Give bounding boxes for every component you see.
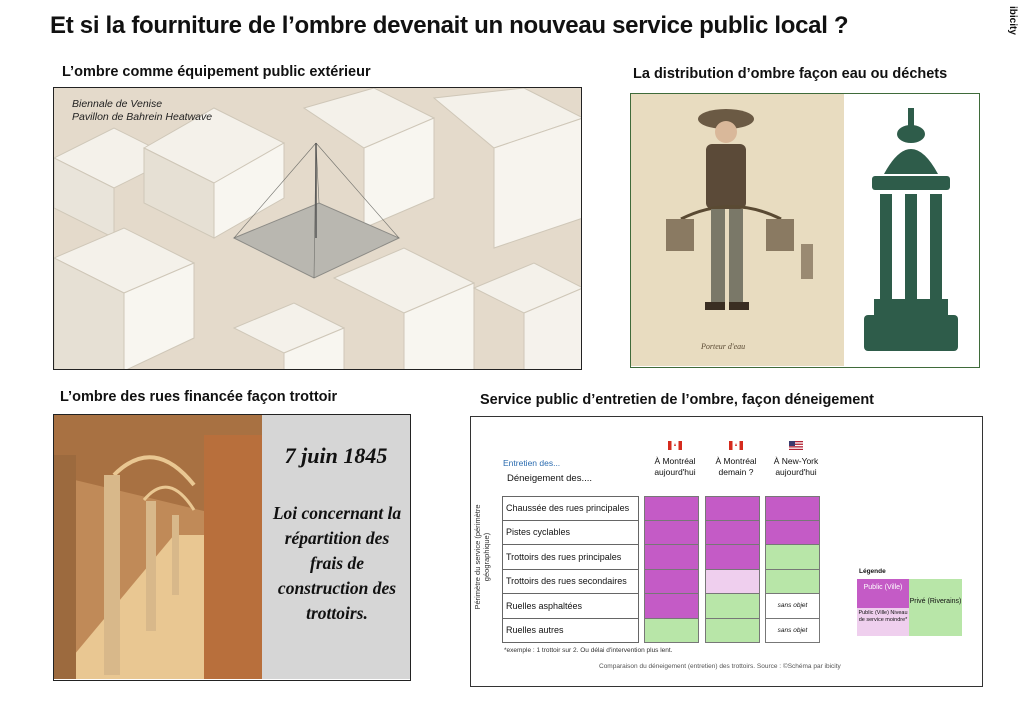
page-title: Et si la fourniture de l’ombre devenait un nouveau service public local ? xyxy=(50,12,849,39)
caption-line-2: Pavillon de Bahrein Heatwave xyxy=(72,111,213,123)
grid-cell-priv xyxy=(705,594,760,619)
heatwave-pavilion-image xyxy=(53,87,582,370)
grid-cell-pub xyxy=(765,521,820,546)
brand-label: ibicity xyxy=(1007,6,1018,35)
legend-title: Légende xyxy=(859,568,886,575)
legend-mixed: Public (Ville) Niveau de service moindre* xyxy=(857,608,909,636)
law-description: Loi concernant la répartition des frais de construction des trottoirs. xyxy=(272,503,402,623)
legend-private: Privé (Riverains) xyxy=(909,579,962,636)
canada-flag-icon xyxy=(729,441,743,450)
grid-cell-priv xyxy=(765,570,820,595)
column-label: À New-York aujourd'hui xyxy=(773,456,819,477)
column-header-newyork-today xyxy=(765,441,827,478)
grid-cell-na: sans objet xyxy=(765,619,820,644)
grid-cell-pub xyxy=(644,570,699,595)
grid-cell-priv xyxy=(765,545,820,570)
grid-cell-na: sans objet xyxy=(765,594,820,619)
table-source: Comparaison du déneigement (entretien) des trottoirs. Source : ©Schéma par ibicity xyxy=(599,663,841,670)
service-perimeter-label: Périmètre du service (périmètre géographique) xyxy=(473,504,491,610)
engraving-script: Porteur d'eau xyxy=(701,342,746,351)
column-header-montreal-tomorrow xyxy=(705,441,767,478)
column-header-montreal-today xyxy=(644,441,706,478)
column-label: À Montréal aujourd'hui xyxy=(654,456,696,477)
grid-cell-mix xyxy=(705,570,760,595)
grid-column xyxy=(644,496,699,643)
legend-public: Public (Ville) xyxy=(857,579,909,608)
arcade-photo xyxy=(54,415,262,679)
section-title-outdoor-equipment: L’ombre comme équipement public extérieur xyxy=(62,64,371,80)
row-label-bike-paths: Pistes cyclables xyxy=(502,521,639,546)
law-text-box xyxy=(262,415,410,679)
caption-line-1: Biennale de Venise xyxy=(72,98,163,110)
grid-cell-priv xyxy=(644,619,699,644)
grid-cell-pub xyxy=(644,521,699,546)
section-title-street-financing: L’ombre des rues financée façon trottoir xyxy=(60,389,338,405)
row-label-main-roads: Chaussée des rues principales xyxy=(502,496,639,521)
grid-column xyxy=(705,496,760,643)
grid-cell-pub xyxy=(765,496,820,521)
isometric-city-illustration xyxy=(54,88,582,370)
grid-cell-pub xyxy=(705,545,760,570)
maintenance-label: Entretien des... xyxy=(503,458,561,468)
column-label: À Montréal demain ? xyxy=(715,456,757,477)
row-labels xyxy=(502,496,639,643)
grid-cell-pub xyxy=(644,594,699,619)
snow-removal-label: Déneigement des.... xyxy=(507,473,593,484)
image-caption xyxy=(72,98,212,124)
row-label-other-alleys: Ruelles autres xyxy=(502,619,639,644)
canada-flag-icon xyxy=(668,441,682,450)
table-footnote: *exemple : 1 trottoir sur 2. Ou délai d'intervention plus lent. xyxy=(504,647,673,654)
law-date: 7 juin 1845 xyxy=(284,443,388,468)
grid-cell-pub xyxy=(705,521,760,546)
sidewalk-law-panel xyxy=(53,414,411,681)
grid-cell-priv xyxy=(705,619,760,644)
wallace-fountain-illustration xyxy=(844,94,978,366)
row-label-paved-alleys: Ruelles asphaltées xyxy=(502,594,639,619)
grid-cell-pub xyxy=(644,496,699,521)
grid-cell-pub xyxy=(705,496,760,521)
grid-column xyxy=(765,496,820,643)
distribution-images xyxy=(630,93,980,368)
grid-cell-pub xyxy=(644,545,699,570)
row-label-secondary-sidewalks: Trottoirs des rues secondaires xyxy=(502,570,639,595)
section-title-maintenance: Service public d’entretien de l’ombre, façon déneigement xyxy=(480,392,875,408)
usa-flag-icon xyxy=(789,441,803,450)
row-label-main-sidewalks: Trottoirs des rues principales xyxy=(502,545,639,570)
snow-removal-comparison-table xyxy=(470,416,983,687)
section-title-distribution: La distribution d’ombre façon eau ou déchets xyxy=(633,66,948,82)
